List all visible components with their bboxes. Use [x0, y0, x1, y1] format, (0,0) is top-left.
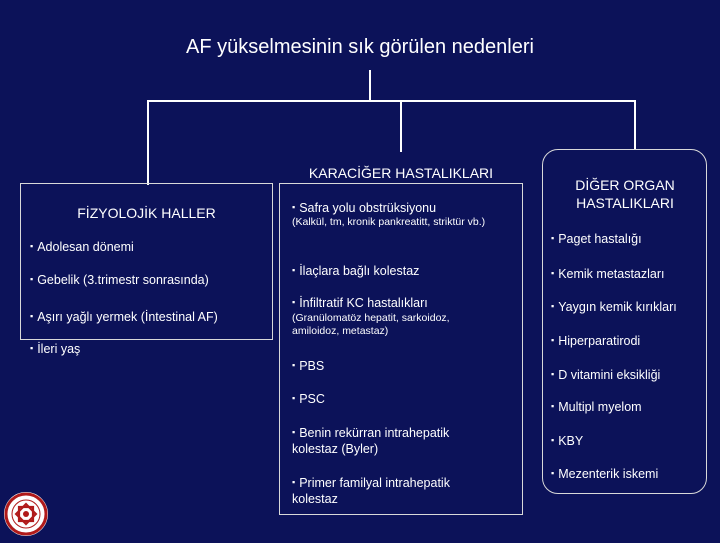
list-item: ▪ Safra yolu obstrüksiyonu	[292, 201, 437, 215]
list-item: ▪ Kemik metastazları	[551, 267, 665, 281]
list-item: ▪ PSC	[292, 392, 325, 406]
list-item: ▪ Mezenterik iskemi	[551, 467, 659, 481]
connector-horizontal	[147, 100, 636, 102]
list-item: ▪ PBS	[292, 359, 325, 373]
list-item: ▪ İlaçlara bağlı kolestaz	[292, 264, 420, 278]
liver-title: KARACİĞER HASTALIKLARI	[308, 165, 494, 181]
list-item: ▪ İleri yaş	[30, 342, 81, 356]
list-item: ▪ Hiperparatirodi	[551, 334, 641, 348]
list-item: ▪ Gebelik (3.trimestr sonrasında)	[30, 273, 209, 287]
other-organ-title: DİĞER ORGAN HASTALIKLARI	[575, 177, 675, 211]
list-item: ▪ KBY	[551, 434, 584, 448]
list-item-note: (Kalkül, tm, kronik pankreatitt, striktür vb.)	[292, 216, 486, 228]
connector-left	[147, 100, 149, 185]
list-item: ▪ Adolesan dönemi	[30, 240, 134, 254]
connector-middle	[400, 100, 402, 152]
list-item: ▪ İnfiltratif KC hastalıkları	[292, 296, 428, 310]
connector-trunk	[369, 70, 371, 101]
list-item: ▪ Yaygın kemik kırıkları	[551, 300, 677, 314]
liver-box	[279, 183, 523, 515]
list-item: ▪ Aşırı yağlı yermek (İntestinal AF)	[30, 310, 218, 324]
page-title: AF yükselmesinin sık görülen nedenleri	[186, 36, 534, 58]
list-item: ▪ Benin rekürran intrahepatik kolestaz (Byler)	[292, 426, 450, 456]
list-item: ▪ Paget hastalığı	[551, 232, 642, 246]
list-item: ▪ Multipl myelom	[551, 400, 642, 414]
physiological-title: FİZYOLOJİK HALLER	[77, 205, 216, 221]
connector-right	[634, 100, 636, 150]
list-item-note: (Granülomatöz hepatit, sarkoidoz, amiloidoz, metastaz)	[292, 312, 450, 337]
list-item: ▪ D vitamini eksikliği	[551, 368, 661, 382]
list-item: ▪ Primer familyal intrahepatik kolestaz	[292, 476, 450, 506]
university-seal-icon	[2, 490, 50, 543]
